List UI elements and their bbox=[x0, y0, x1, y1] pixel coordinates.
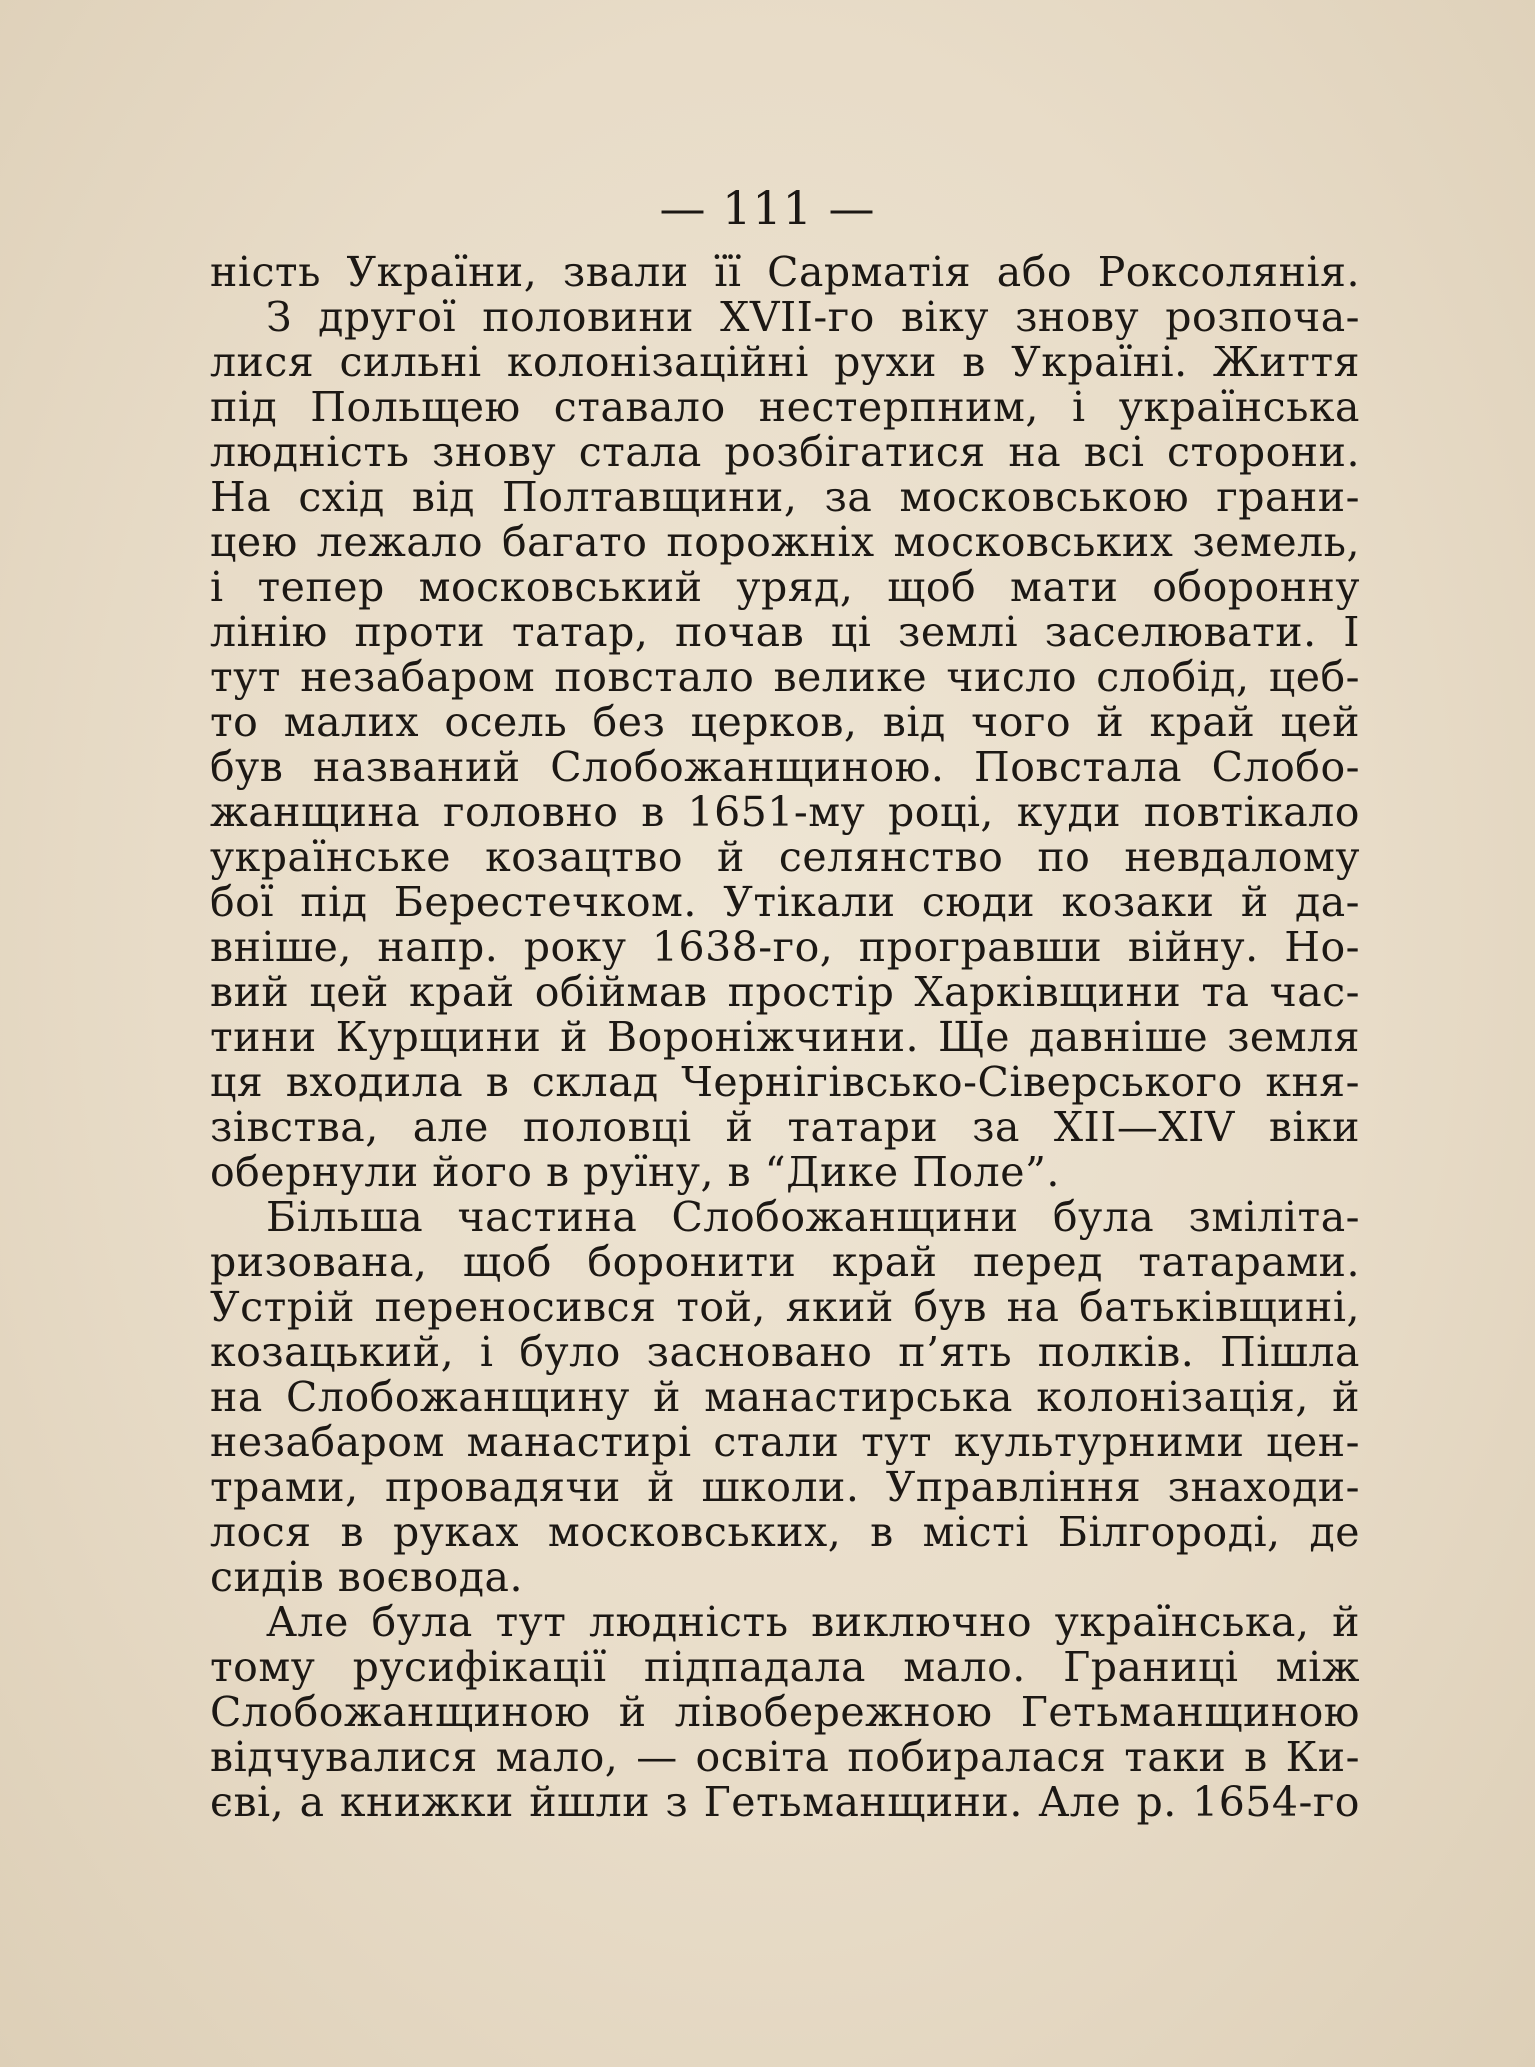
page-number: — 111 — bbox=[659, 181, 876, 235]
text-line: вий цей край обіймав простір Харківщини та час- bbox=[210, 968, 1360, 1016]
text-line: На схід від Полтавщини, за московською грани- bbox=[210, 473, 1360, 521]
paragraph-start-line: З другої половини XVII-го віку знову розпоча- bbox=[266, 293, 1360, 341]
text-line: жанщина головно в 1651-му році, куди повтікало bbox=[210, 788, 1360, 836]
text-line: Устрій переносився той, який був на батьківщині, bbox=[210, 1283, 1360, 1331]
text-line: ність України, звали її Сарматія або Роксолянія. bbox=[210, 248, 1360, 296]
text-line: тут незабаром повстало велике число слобід, цеб- bbox=[210, 653, 1360, 701]
text-line: ризована, щоб боронити край перед татарами. bbox=[210, 1238, 1360, 1286]
paragraph-end-line: сидів воєвода. bbox=[210, 1553, 523, 1601]
text-line: вніше, напр. року 1638-го, програвши війну. Но- bbox=[210, 923, 1360, 971]
text-line: бої під Берестечком. Утікали сюди козаки й да- bbox=[210, 878, 1360, 926]
text-line: відчувалися мало, — освіта побиралася таки в Ки- bbox=[210, 1733, 1360, 1781]
paragraph-end-line: обернули його в руїну, в “Дике Поле”. bbox=[210, 1148, 1060, 1196]
text-line: єві, а книжки йшли з Гетьманщини. Але р. 1654-го bbox=[210, 1778, 1360, 1826]
text-line: козацький, і було засновано п’ять полків. Пішла bbox=[210, 1328, 1360, 1376]
text-line: тини Курщини й Вороніжчини. Ще давніше земля bbox=[210, 1013, 1360, 1061]
text-line: на Слобожанщину й манастирська колонізація, й bbox=[210, 1373, 1360, 1421]
text-line: і тепер московський уряд, щоб мати оборонну bbox=[210, 563, 1360, 611]
paragraph-start-line: Але була тут людність виключно українська, й bbox=[266, 1598, 1360, 1646]
text-line: зівства, але половці й татари за XII—XIV віки bbox=[210, 1103, 1360, 1151]
text-line: лися сильні колонізаційні рухи в Україні. Життя bbox=[210, 338, 1360, 386]
text-line: цею лежало багато порожніх московських земель, bbox=[210, 518, 1360, 566]
text-line: то малих осель без церков, від чого й край цей bbox=[210, 698, 1360, 746]
text-line: лося в руках московських, в місті Білгороді, де bbox=[210, 1508, 1360, 1556]
text-line: лінію проти татар, почав ці землі заселювати. І bbox=[210, 608, 1360, 656]
text-line: під Польщею ставало нестерпним, і українська bbox=[210, 383, 1360, 431]
text-line: трами, провадячи й школи. Управління знаходи- bbox=[210, 1463, 1360, 1511]
text-line: ця входила в склад Чернігівсько-Сіверського кня- bbox=[210, 1058, 1360, 1106]
text-line: тому русифікації підпадала мало. Границі між bbox=[210, 1643, 1360, 1691]
text-line: був названий Слобожанщиною. Повстала Слобо- bbox=[210, 743, 1360, 791]
text-line: Слобожанщиною й лівобережною Гетьманщиною bbox=[210, 1688, 1360, 1736]
text-line: українське козацтво й селянство по невдалому bbox=[210, 833, 1360, 881]
paragraph-start-line: Більша частина Слобожанщини була зміліта- bbox=[266, 1193, 1360, 1241]
text-line: людність знову стала розбігатися на всі сторони. bbox=[210, 428, 1360, 476]
text-line: незабаром манастирі стали тут культурними цен- bbox=[210, 1418, 1360, 1466]
body-text bbox=[210, 250, 1360, 1825]
